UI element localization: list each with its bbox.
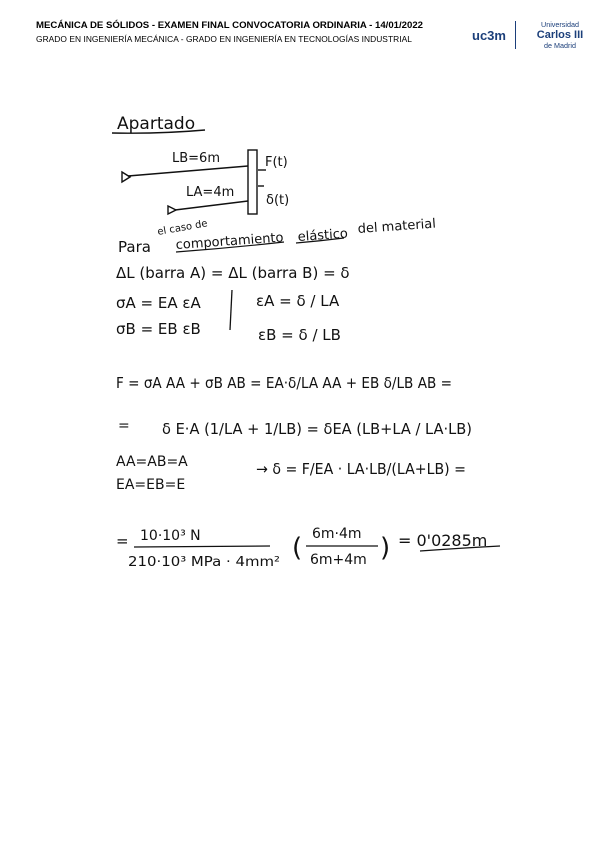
equal-moduli-assumption: EA=EB=E <box>116 477 186 493</box>
equilibrium-equation: F = σA AA + σB AB = EA·δ/LA AA + EB δ/LB AB = <box>116 374 452 392</box>
elastico-word: elástico <box>297 226 349 245</box>
support-b-icon <box>122 172 130 182</box>
hooke-b-equation: σB = EB εB <box>116 320 201 338</box>
equal-areas-assumption: AA=AB=A <box>116 454 188 470</box>
length-sum: 6m+4m <box>310 552 367 568</box>
force-label: F(t) <box>265 155 288 170</box>
university-line-3: de Madrid <box>544 40 576 50</box>
close-paren: ) <box>380 533 391 563</box>
comportamiento-word: comportamiento <box>175 230 284 253</box>
support-a-icon <box>168 206 176 214</box>
length-product: 6m·4m <box>312 526 362 542</box>
final-result: = 0'0285m <box>398 531 488 550</box>
strain-a-equation: εA = δ / LA <box>256 292 340 310</box>
equals-sign: = <box>118 418 130 434</box>
equals-sign-final: = <box>116 532 129 550</box>
exam-title: MECÁNICA DE SÓLIDOS - EXAMEN FINAL CONVOCATORIA ORDINARIA - 14/01/2022 <box>36 20 423 31</box>
fraction-bar-main <box>134 546 270 547</box>
length-b-label: LB=6m <box>172 151 220 166</box>
force-value: 10·10³ N <box>140 528 201 544</box>
strain-b-equation: εB = δ / LB <box>258 326 341 344</box>
stiffness-value: 210·10³ MPa · 4mm² <box>128 555 280 570</box>
del-material-words: del material <box>357 216 437 237</box>
displacement-formula: → δ = F/EA · LA·LB/(LA+LB) = <box>256 460 466 478</box>
compatibility-equation: ΔL (barra A) = ΔL (barra B) = δ <box>116 264 350 282</box>
university-line-1: Universidad <box>541 20 579 29</box>
factored-equation: δ E·A (1/LA + 1/LB) = δEA (LB+LA / LA·LB) <box>162 420 472 438</box>
bar-a <box>175 201 248 210</box>
apartado-heading: Apartado <box>117 114 196 134</box>
displacement-label: δ(t) <box>266 193 290 208</box>
degree-subtitle: GRADO EN INGENIERÍA MECÁNICA - GRADO EN INGENIERÍA EN TECNOLOGÍAS INDUSTRIAL <box>36 34 412 44</box>
para-word: Para <box>118 238 151 256</box>
hooke-a-equation: σA = EA εA <box>116 294 201 312</box>
separator-line <box>230 290 232 330</box>
rigid-plate <box>248 150 257 214</box>
uc3m-logo-text: uc3m <box>472 28 506 43</box>
el-caso-de-words: el caso de <box>156 218 209 238</box>
bar-b <box>128 166 248 176</box>
open-paren: ( <box>292 533 303 563</box>
university-line-2: Carlos III <box>536 28 584 41</box>
length-a-label: LA=4m <box>186 185 235 200</box>
